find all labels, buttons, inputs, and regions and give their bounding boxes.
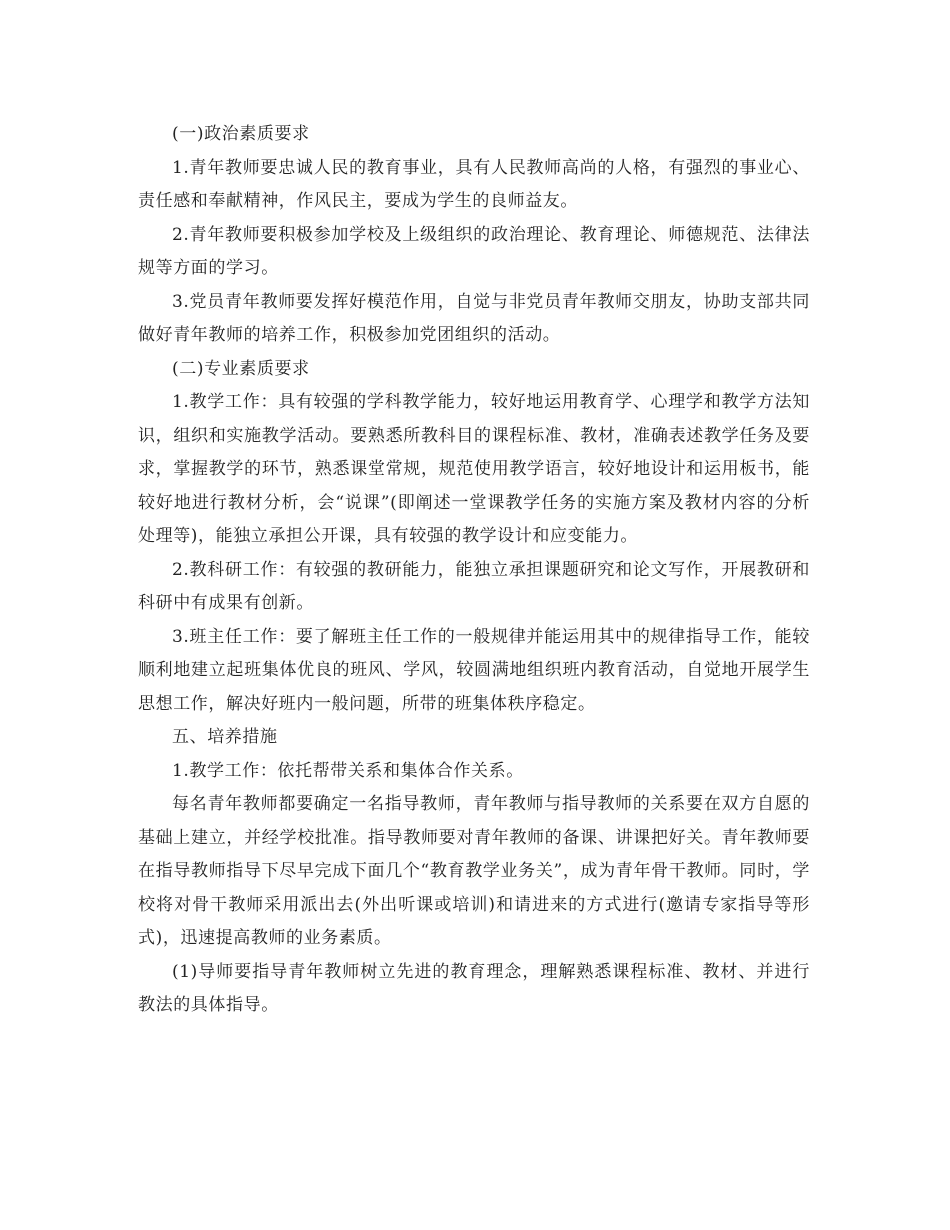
paragraph-measures-2: 每名青年教师都要确定一名指导教师，青年教师与指导教师的关系要在双方自愿的基础上建立，并经学校批准。指导教师要对青年教师的备课、讲课把好关。青年教师要在指导教师指导下尽早完成下面几个“教育教学业务关”，成为青年骨干教师。同时，学校将对骨干教师采用派出去(外出听课或培训)和请进来的方式进行(邀请专家指导等形式)，迅速提高教师的业务素质。 xyxy=(138,794,810,948)
paragraph-political-1: 1.青年教师要忠诚人民的教育事业，具有人民教师高尚的人格，有强烈的事业心、责任感和奉献精神，作风民主，要成为学生的良师益友。 xyxy=(138,157,810,211)
document-body xyxy=(138,118,810,1023)
paragraph-measures-3: (1)导师要指导青年教师树立先进的教育理念，理解熟悉课程标准、教材、并进行教法的具体指导。 xyxy=(138,961,810,1015)
section-heading-professional: (二)专业素质要求 xyxy=(172,358,310,379)
paragraph-professional-3: 3.班主任工作：要了解班主任工作的一般规律并能运用其中的规律指导工作，能较顺利地建立起班集体优良的班风、学风，较圆满地组织班内教育活动，自觉地开展学生思想工作，解决好班内一般问题，所带的班集体秩序稳定。 xyxy=(138,626,810,714)
section-heading-measures: 五、培养措施 xyxy=(172,727,278,747)
paragraph-political-3: 3.党员青年教师要发挥好模范作用，自觉与非党员青年教师交朋友，协助支部共同做好青年教师的培养工作，积极参加党团组织的活动。 xyxy=(138,291,810,345)
section-heading-political: (一)政治素质要求 xyxy=(172,124,310,144)
paragraph-professional-1: 1.教学工作：具有较强的学科教学能力，较好地运用教育学、心理学和教学方法知识，组织和实施教学活动。要熟悉所教科目的课程标准、教材，准确表述教学任务及要求，掌握教学的环节，熟悉课堂常规，规范使用教学语言，较好地设计和运用板书，能较好地进行教材分析，会“说课”(即阐述一堂课教学任务的实施方案及教材内容的分析处理等)，能独立承担公开课，具有较强的教学设计和应变能力。 xyxy=(138,392,810,546)
paragraph-political-2: 2.青年教师要积极参加学校及上级组织的政治理论、教育理论、师德规范、法律法规等方面的学习。 xyxy=(138,224,810,278)
paragraph-measures-1: 1.教学工作：依托帮带关系和集体合作关系。 xyxy=(172,760,524,781)
paragraph-professional-2: 2.教科研工作：有较强的教研能力，能独立承担课题研究和论文写作，开展教研和科研中有成果有创新。 xyxy=(138,559,810,613)
